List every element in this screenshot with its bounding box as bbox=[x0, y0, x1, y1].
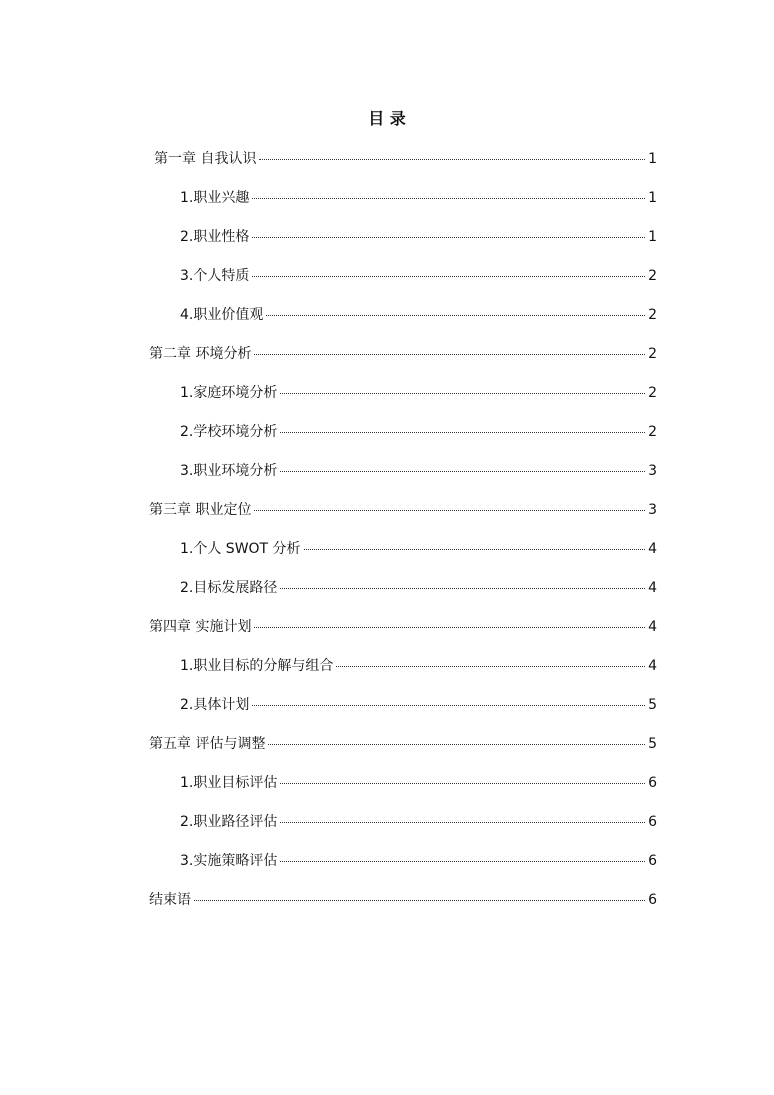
toc-page-number: 5 bbox=[648, 697, 657, 713]
toc-page-number: 4 bbox=[648, 580, 657, 596]
toc-page-number: 1 bbox=[648, 190, 657, 206]
dot-leader bbox=[280, 769, 645, 784]
toc-page-number: 3 bbox=[648, 463, 657, 479]
toc-page-number: 6 bbox=[648, 775, 657, 791]
toc-entry-section[interactable] bbox=[0, 421, 774, 460]
toc-entry-chapter-3[interactable] bbox=[0, 499, 774, 538]
toc-entry-section[interactable] bbox=[0, 226, 774, 265]
toc-entry-label: 1.个人 SWOT 分析 bbox=[180, 541, 301, 557]
toc-entry-label: 2.目标发展路径 bbox=[180, 580, 278, 596]
toc-entry-label: 第四章 实施计划 bbox=[149, 619, 252, 635]
toc-page-number: 2 bbox=[648, 424, 657, 440]
toc-entry-chapter-4[interactable] bbox=[0, 616, 774, 655]
toc-entry-section[interactable] bbox=[0, 850, 774, 889]
toc-entry-label: 第三章 职业定位 bbox=[149, 502, 252, 518]
dot-leader bbox=[280, 457, 645, 472]
dot-leader bbox=[280, 808, 645, 823]
dot-leader bbox=[252, 223, 645, 238]
toc-page-number: 4 bbox=[648, 619, 657, 635]
toc-page-number: 4 bbox=[648, 541, 657, 557]
toc-entry-label: 1.家庭环境分析 bbox=[180, 385, 278, 401]
toc-entry-section[interactable] bbox=[0, 187, 774, 226]
dot-leader bbox=[268, 730, 645, 745]
toc-entry-conclusion[interactable] bbox=[0, 889, 774, 928]
toc-entry-section[interactable] bbox=[0, 655, 774, 694]
toc-entry-chapter-5[interactable] bbox=[0, 733, 774, 772]
toc-entry-label: 第一章 自我认识 bbox=[154, 151, 257, 167]
toc-entry-label: 4.职业价值观 bbox=[180, 307, 264, 323]
toc-entry-label: 第五章 评估与调整 bbox=[149, 736, 266, 752]
toc-entry-section[interactable] bbox=[0, 265, 774, 304]
toc-entry-label: 第二章 环境分析 bbox=[149, 346, 252, 362]
dot-leader bbox=[254, 340, 645, 355]
dot-leader bbox=[280, 574, 645, 589]
toc-entry-label: 2.职业路径评估 bbox=[180, 814, 278, 830]
toc-page-number: 1 bbox=[648, 229, 657, 245]
toc-list bbox=[0, 148, 774, 928]
toc-entry-label: 3.实施策略评估 bbox=[180, 853, 278, 869]
toc-page-number: 3 bbox=[648, 502, 657, 518]
toc-page-number: 6 bbox=[648, 853, 657, 869]
toc-entry-label: 3.职业环境分析 bbox=[180, 463, 278, 479]
toc-page-number: 2 bbox=[648, 307, 657, 323]
dot-leader bbox=[280, 379, 645, 394]
toc-entry-section[interactable] bbox=[0, 811, 774, 850]
toc-page-number: 2 bbox=[648, 268, 657, 284]
dot-leader bbox=[252, 691, 645, 706]
toc-entry-label: 3.个人特质 bbox=[180, 268, 250, 284]
toc-entry-section[interactable] bbox=[0, 460, 774, 499]
toc-entry-label: 2.学校环境分析 bbox=[180, 424, 278, 440]
toc-entry-chapter-1[interactable] bbox=[0, 148, 774, 187]
toc-entry-section[interactable] bbox=[0, 694, 774, 733]
toc-page-number: 5 bbox=[648, 736, 657, 752]
toc-page-number: 2 bbox=[648, 385, 657, 401]
toc-entry-label: 2.职业性格 bbox=[180, 229, 250, 245]
toc-entry-label: 2.具体计划 bbox=[180, 697, 250, 713]
dot-leader bbox=[280, 418, 645, 433]
dot-leader bbox=[254, 496, 645, 511]
toc-entry-section[interactable] bbox=[0, 577, 774, 616]
toc-page-number: 6 bbox=[648, 892, 657, 908]
toc-entry-section[interactable] bbox=[0, 538, 774, 577]
toc-entry-chapter-2[interactable] bbox=[0, 343, 774, 382]
toc-page-number: 1 bbox=[648, 151, 657, 167]
dot-leader bbox=[336, 652, 645, 667]
dot-leader bbox=[194, 886, 645, 901]
dot-leader bbox=[304, 535, 646, 550]
toc-page-number: 2 bbox=[648, 346, 657, 362]
toc-title: 目 录 bbox=[368, 109, 406, 128]
dot-leader bbox=[259, 145, 645, 160]
dot-leader bbox=[254, 613, 645, 628]
toc-entry-label: 1.职业目标的分解与组合 bbox=[180, 658, 334, 674]
toc-entry-section[interactable] bbox=[0, 772, 774, 811]
toc-page-number: 6 bbox=[648, 814, 657, 830]
toc-page-number: 4 bbox=[648, 658, 657, 674]
toc-entry-label: 结束语 bbox=[149, 892, 191, 908]
dot-leader bbox=[280, 847, 645, 862]
dot-leader bbox=[266, 301, 645, 316]
dot-leader bbox=[252, 184, 645, 199]
toc-entry-label: 1.职业兴趣 bbox=[180, 190, 250, 206]
toc-entry-section[interactable] bbox=[0, 382, 774, 421]
toc-entry-label: 1.职业目标评估 bbox=[180, 775, 278, 791]
dot-leader bbox=[252, 262, 645, 277]
toc-entry-section[interactable] bbox=[0, 304, 774, 343]
